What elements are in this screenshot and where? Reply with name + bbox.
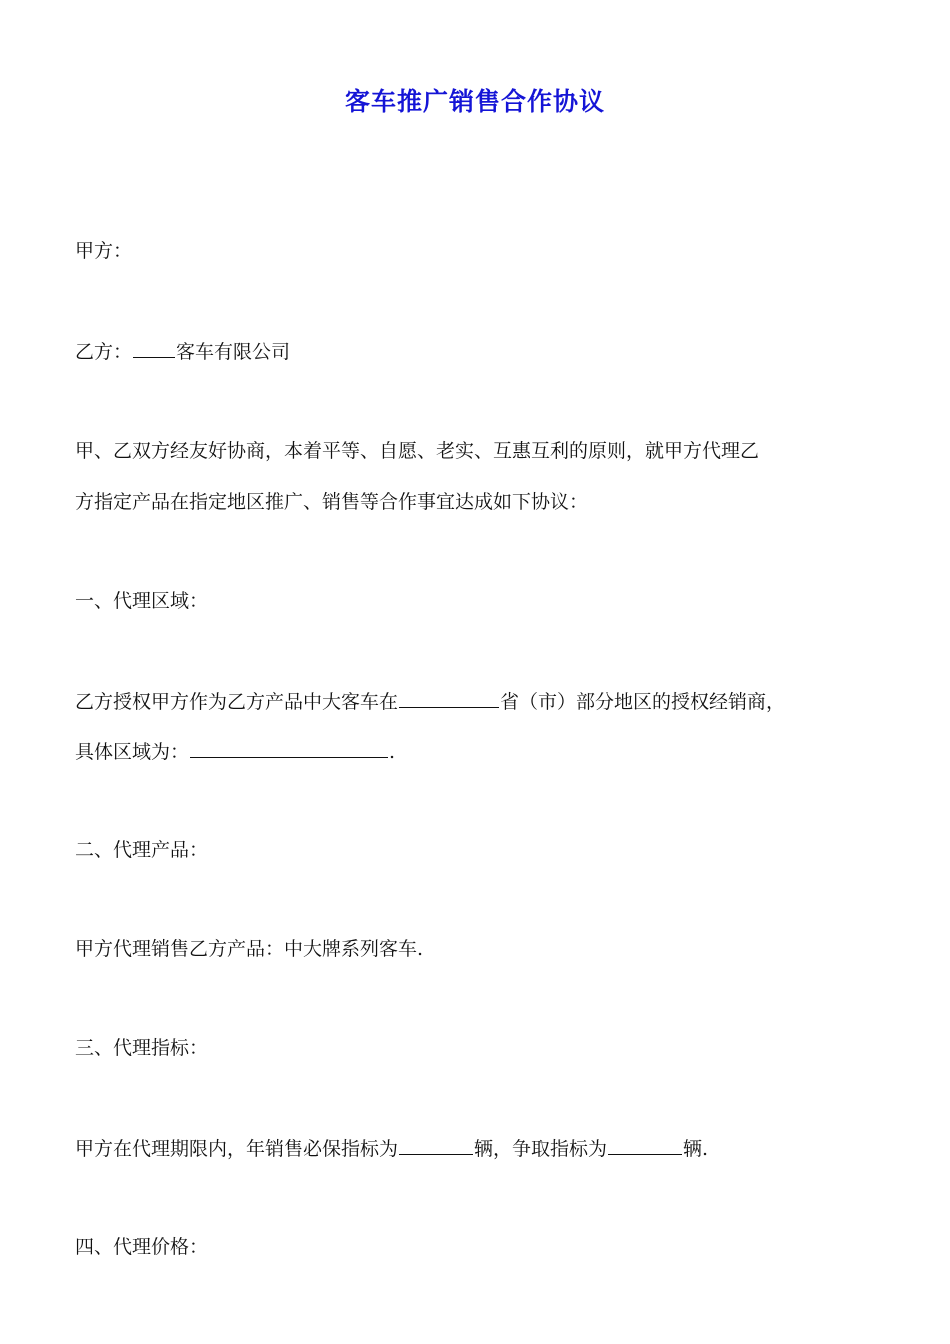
section3-suffix: 辆. xyxy=(683,1138,709,1160)
stretch-target-blank xyxy=(608,1134,682,1155)
section1-heading: 一、代理区域： xyxy=(75,590,209,612)
section2-heading: 二、代理产品： xyxy=(75,839,209,861)
section3-text xyxy=(75,1134,708,1162)
section3-heading: 三、代理指标： xyxy=(75,1037,209,1059)
document-title: 客车推广销售合作协议 xyxy=(344,87,605,116)
party-b-suffix: 客车有限公司 xyxy=(176,341,291,363)
section2-text: 甲方代理销售乙方产品：中大牌系列客车. xyxy=(75,938,424,960)
section1-line1-prefix: 乙方授权甲方作为乙方产品中大客车在 xyxy=(75,691,399,713)
section4-heading: 四、代理价格： xyxy=(75,1236,209,1258)
section3-prefix: 甲方在代理期限内，年销售必保指标为 xyxy=(75,1138,399,1160)
party-a-line: 甲方： xyxy=(75,240,133,262)
section1-line-2 xyxy=(75,737,395,765)
section3-middle: 辆，争取指标为 xyxy=(474,1138,608,1160)
party-b-line xyxy=(75,337,290,365)
intro-line-1: 甲、乙双方经友好协商，本着平等、自愿、老实、互惠互利的原则，就甲方代理乙 xyxy=(75,440,760,462)
party-b-prefix: 乙方： xyxy=(75,341,133,363)
region-blank xyxy=(190,737,388,758)
section1-line-1 xyxy=(75,687,785,715)
province-blank xyxy=(399,687,499,708)
section1-line2-prefix: 具体区域为： xyxy=(75,741,190,763)
section1-line1-suffix: 省（市）部分地区的授权经销商， xyxy=(500,691,786,713)
party-b-blank xyxy=(133,337,175,358)
section1-line2-suffix: . xyxy=(389,741,396,763)
intro-line-2: 方指定产品在指定地区推广、销售等合作事宜达成如下协议： xyxy=(75,491,589,513)
guaranteed-target-blank xyxy=(399,1134,473,1155)
